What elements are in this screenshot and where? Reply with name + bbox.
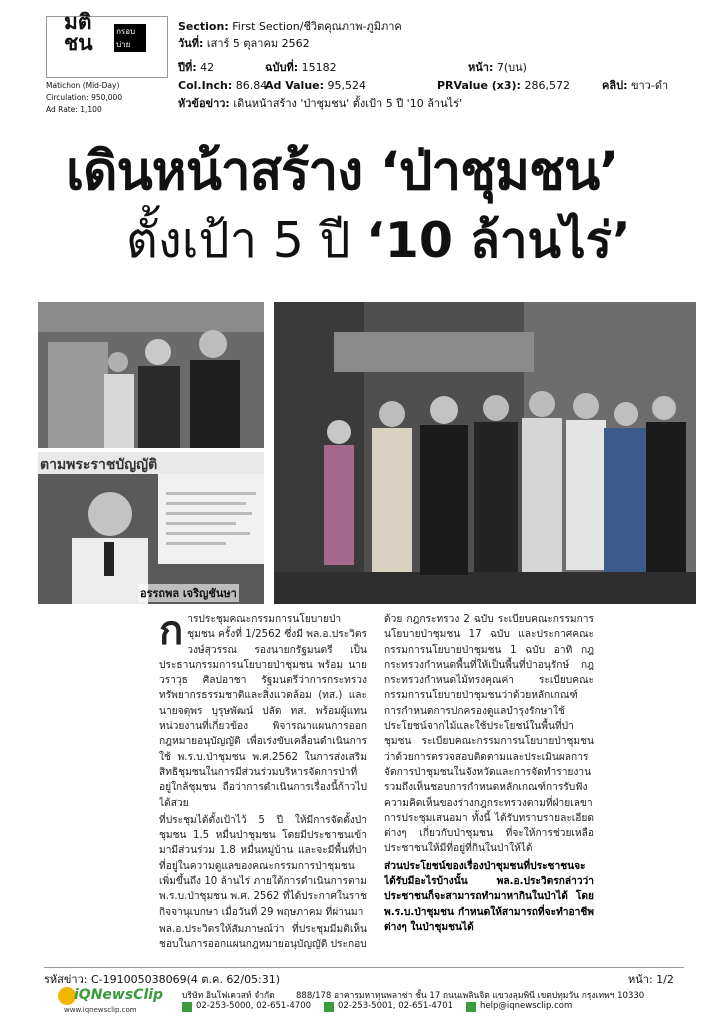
company-name: บริษัท อินโฟเควสท์ จำกัด	[182, 991, 275, 1001]
brand-name: iQNewsClip	[74, 987, 164, 1003]
article-paragraph: ด้วย กฎกระทรวง 2 ฉบับ ระเบียบคณะกรรมการนโยบายป่าชุมชน 17 ฉบับ และประกาศคณะกรรมการนโยบายป่าชุมชน 1 ฉบับ อาทิ กฎกระทรวงกำหนดพื้นที่ให้เป็นพื้นที่ป่าอนุรักษ์ กฎกระทรวงกำหนดไม้ทรงคุณค่า ระเบียบคณะกรรมการนโยบายป่าชุมชนว่าด้วยหลักเกณฑ์การกำหนดการปกครองดูแลบำรุงรักษาใช้ประโยชน์จากไม้และใช้ประโยชน์ในพื้นที่ป่าชุมชน ระเบียบคณะกรรมการนโยบายป่าชุมชนว่าด้วยการตรวจสอบติดตามและประเมินผลการจัดการป่าชุมชนในจังหวัดและการจัดทำรายงานรวมถึงเห็นชอบการกำหนดหลักเกณฑ์การรับฟังความคิดเห็นของร่างกฎกระทรวงตามที่ฝ่ายเลขาการประชุมเสนอมา ทั้งนี้ ได้รับทราบรายละเอียดต่างๆ เกี่ยวกับป่าชุมชน ที่จะให้การช่วยเหลือประชาชนให้มีที่อยู่ที่กินในป่าให้ได้	[384, 614, 594, 855]
date-row: วันที่: เสาร์ 5 ตุลาคม 2562	[178, 37, 310, 50]
page-count: หน้า: 1/2	[628, 973, 674, 986]
pr-value-field: PRValue (x3): 286,572	[437, 79, 570, 92]
email-address: help@iqnewsclip.com	[480, 1001, 573, 1011]
brand-url: www.iqnewsclip.com	[64, 1006, 137, 1014]
fax-number: 02-253-5001, 02-651-4701	[338, 1001, 454, 1011]
logo-name: มติชน	[64, 10, 93, 55]
photo-group	[274, 302, 696, 604]
article-column-2	[384, 612, 594, 958]
photo-caption: อรรถพล เจริญชันษา	[138, 584, 239, 602]
article-paragraph: พล.อ.ประวิตรให้สัมภาษณ์ว่า ที่ประชุมมีมติเห็นชอบในการออกแผนกฎหมายอนุบัญญัติ ประกอบ	[159, 923, 367, 951]
company-address: 888/178 อาคารมหาทุนพลาซ่า ชั้น 17 ถนนเพลินจิต แขวงลุมพินี เขตปทุมวัน กรุงเทพฯ 10330	[296, 991, 645, 1001]
headline-line-1: เดินหน้าสร้าง ‘ป่าชุมชน’	[66, 141, 619, 202]
headline-row: หัวข้อข่าว: เดินหน้าสร้าง 'ป่าชุมชน' ตั้งเป้า 5 ปี '10 ล้านไร่'	[178, 97, 463, 110]
section-row: Section: First Section/ชีวิตคุณภาพ-ภูมิภาค	[178, 20, 402, 33]
colinch-field: Col.Inch: 86.84	[178, 79, 268, 92]
year-field: ปีที่: 42	[178, 61, 215, 74]
photo-official-speaking	[38, 452, 264, 604]
phone-number: 02-253-5000, 02-651-4700	[196, 1001, 312, 1011]
article-paragraph-bold: ส่วนประโยชน์ของเรื่องป่าชุมชนที่ประชาชนจะได้รับมีอะไรบ้างนั้น พล.อ.ประวิตรกล่าวว่า ประชาชนก็จะสามารถทำมาหากินในป่าได้ โดย พ.ร.บ.ป่าชุมชน กำหนดให้สามารถที่จะทำอาชีพต่างๆ ในป่าชุมชนได้	[384, 860, 594, 933]
ad-value-field: Ad Value: 95,524	[265, 79, 367, 92]
article-column-1	[159, 612, 367, 958]
headline-line-2: ตั้งเป้า 5 ปี ‘10 ล้านไร่’	[126, 212, 631, 269]
issue-field: ฉบับที่: 15182	[265, 61, 337, 74]
news-id: รหัสข่าว: C-191005038069(4 ต.ค. 62/05:31)	[44, 973, 281, 986]
circulation-label: Circulation: 950,000	[46, 93, 123, 102]
article-paragraph: การประชุมคณะกรรมการนโยบายป่าชุมชน ครั้งที่ 1/2562 ซึ่งมี พล.อ.ประวิตร วงษ์สุวรรณ รองนายกรัฐมนตรี เป็นประธานกรรมการนโยบายป่าชุมชน พร้อม นายวราวุธ ศิลปอาชา รัฐมนตรีว่าการกระทรวงทรัพยากรธรรมชาติและสิ่งแวดล้อม (ทส.) และ นายจตุพร บุรุษพัฒน์ ปลัด ทส. พร้อมผู้แทนหน่วยงานที่เกี่ยวข้อง พิจารณาแผนการออกกฎหมายอนุบัญญัติ เพื่อเร่งขับเคลื่อนดำเนินการใช้ พ.ร.บ.ป่าชุมชน พ.ศ.2562 ในการส่งเสริมสิทธิชุมชนในการมีส่วนร่วมบริหารจัดการป่าที่อยู่ใกล้ชุมชน ถือว่าการดำเนินการเรื่องนี้ก้าวไปได้สวย	[159, 612, 367, 809]
phone-icon	[182, 1002, 192, 1012]
footer-brand-bar	[44, 985, 684, 1017]
sign-text: ตามพระราชบัญญัติ	[40, 457, 158, 473]
email-icon	[466, 1002, 476, 1012]
footer-divider	[44, 967, 684, 968]
page-field: หน้า: 7(บน)	[468, 61, 527, 74]
clip-field: คลิป: ขาว-ดำ	[602, 79, 669, 92]
fax-icon	[324, 1002, 334, 1012]
photo-event-visit	[38, 302, 264, 448]
edition-label: Matichon (Mid-Day)	[46, 81, 120, 90]
article-paragraph: ที่ประชุมได้ตั้งเป้าไว้ 5 ปี ให้มีการจัดตั้งป่าชุมชน 1.5 หมื่นป่าชุมชน โดยมีประชาชนเข้ามามีส่วนร่วม 1.8 หมื่นหมู่บ้าน และจะมีพื้นที่ป่าที่อยู่ในความดูแลของคณะกรรมการป่าชุมชนเพิ่มขึ้นถึง 10 ล้านไร่ ภายใต้การดำเนินการตาม พ.ร.บ.ป่าชุมชน พ.ศ. 2562 ที่ได้ประกาศในราชกิจจานุเบกษา เมื่อวันที่ 29 พฤษภาคม ที่ผ่านมา	[159, 814, 367, 918]
dropcap: ก	[159, 612, 184, 654]
ad-rate-label: Ad Rate: 1,100	[46, 105, 102, 114]
logo-sub: กรอบบ่าย	[114, 24, 146, 52]
publication-logo	[64, 10, 146, 55]
